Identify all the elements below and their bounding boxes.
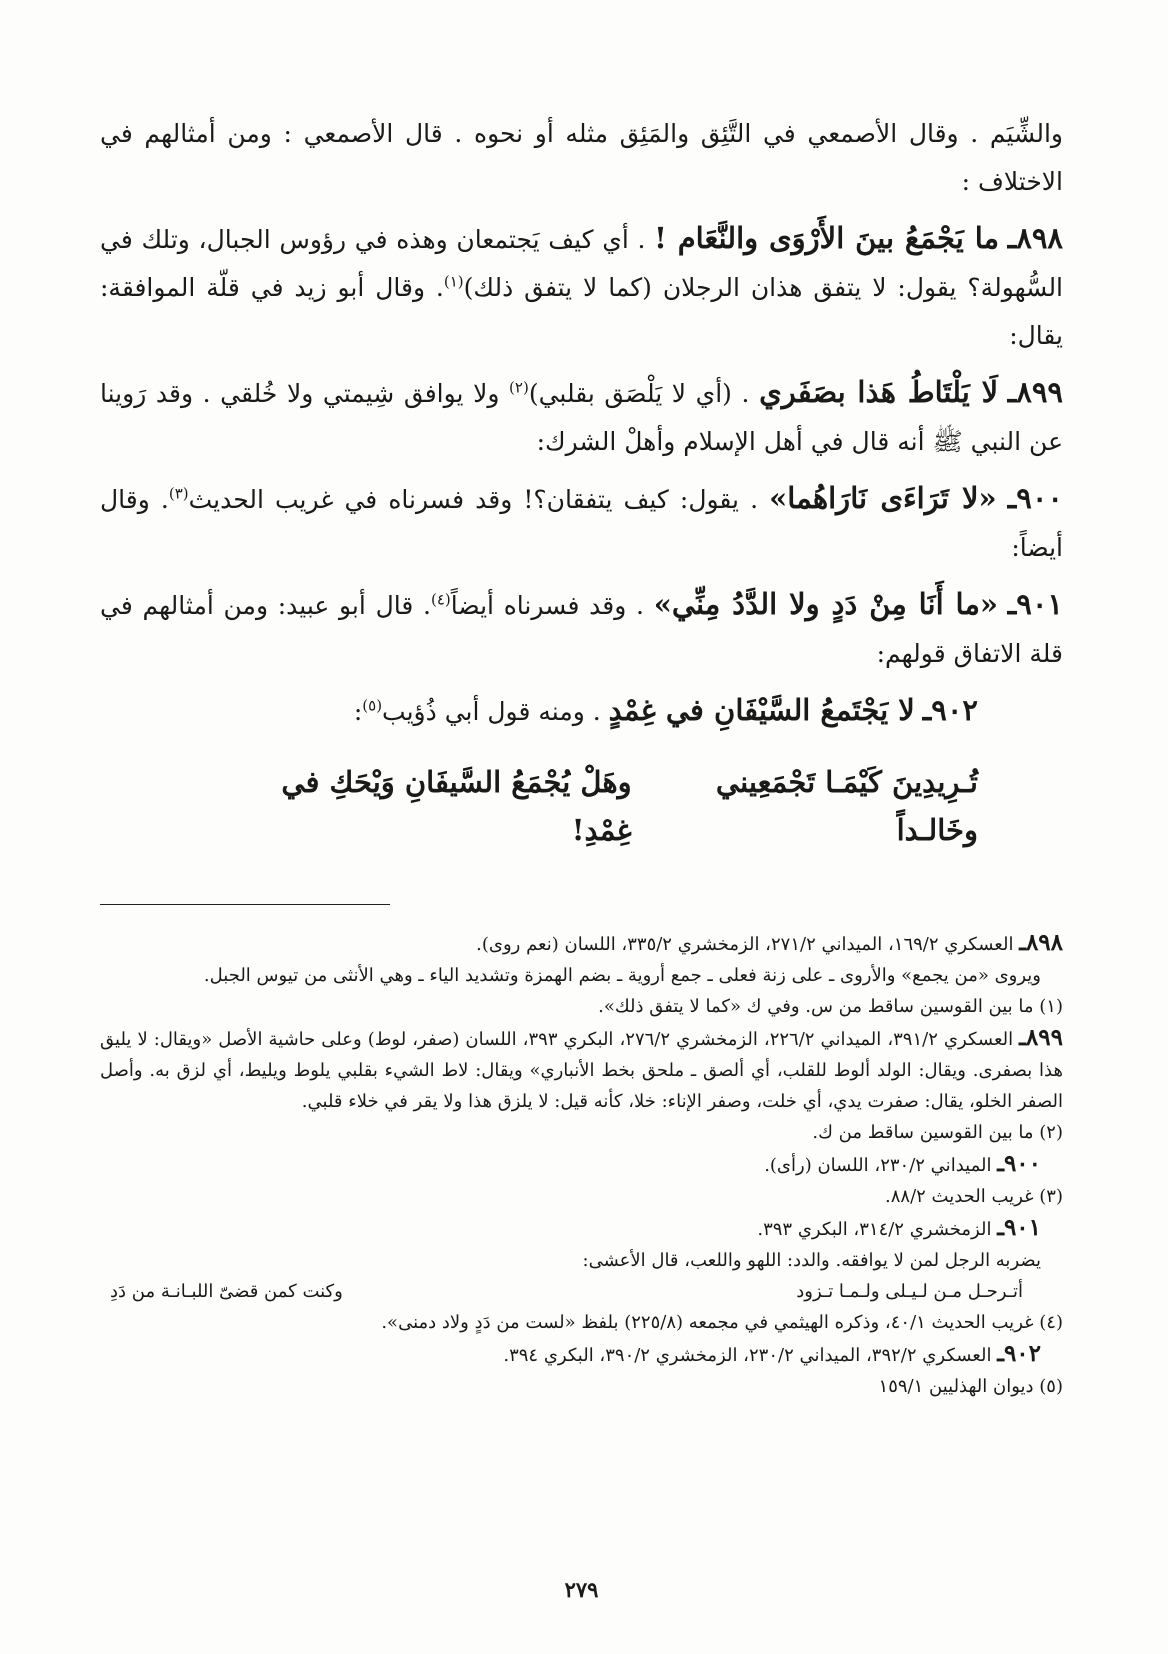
- entry-number: ٨٩٨ـ: [1007, 221, 1064, 255]
- proverb-898: [100, 214, 1063, 360]
- footnote-2: (٢) ما بين القوسين ساقط من ك.: [812, 1122, 1063, 1143]
- note-verse: [100, 1276, 1063, 1307]
- proverb-headword: «لا تَرَاءَى نَارَاهُما»: [769, 481, 997, 515]
- proverb-text: . يقول: كيف يتفقان؟! وقد فسرناه في غريب الحديث: [188, 485, 759, 514]
- entry-number: ٩٠٠ـ: [1007, 481, 1063, 515]
- proverb-text-cont: ولا يوافق شِيمتي ولا خُلقي . وقد رَوينا عن النبي ﷺ أنه قال في أهل الإسلام وأهلْ الشرك:: [100, 379, 1063, 456]
- footnotes-section: [100, 927, 1063, 1402]
- proverb-text-cont: :: [353, 697, 363, 726]
- proverb-headword: ما يَجْمَعُ بينَ الأَرْوَى والنَّعَام !: [654, 221, 1000, 255]
- proverb-text: . ومنه قول أبي ذُؤيب: [382, 697, 601, 726]
- note-text: العسكري ١٦٩/٢، الميداني ٢٧١/٢، الزمخشري ٣٣٥/٢، اللسان (نعم روى).: [476, 934, 1020, 955]
- proverb-902: [100, 686, 1063, 736]
- note-900: [100, 1148, 1063, 1181]
- note-902: [100, 1338, 1063, 1371]
- footnote-3: (٣) غريب الحديث ٨٨/٢.: [885, 1186, 1063, 1207]
- note-901-detail: يضربه الرجل لمن لا يوافقه. والدد: اللهو واللعب، قال الأعشى:: [582, 1250, 1041, 1271]
- note-number: ٩٠٠ـ: [997, 1150, 1041, 1177]
- footnote-divider: [100, 904, 390, 905]
- poetry-verse: [220, 758, 978, 854]
- proverb-900: [100, 474, 1063, 572]
- page-number: ٢٧٩: [564, 1577, 599, 1602]
- note-text: العسكري ٣٩٢/٢، الميداني ٢٣٠/٢، الزمخشري ٣٩٠/٢، البكري ٣٩٤.: [503, 1345, 998, 1366]
- note-number: ٩٠١ـ: [997, 1214, 1041, 1241]
- note-verse-second: وكنت كمن قضىّ اللبـانـة من دَدِ: [110, 1281, 343, 1302]
- entry-number: ٩٠١ـ: [1007, 587, 1063, 621]
- entry-number: ٨٩٩ـ: [1007, 375, 1063, 409]
- note-898: [100, 927, 1063, 960]
- proverb-headword: لَا يَلْتَاطُ هَذا بصَفَري: [759, 375, 999, 409]
- document-page: [100, 110, 1064, 1602]
- proverb-text-cont: . قال أبو عبيد: ومن أمثالهم في قلة الاتفاق قولهم:: [100, 591, 1063, 668]
- note-901: [100, 1212, 1063, 1245]
- proverb-901: [100, 580, 1063, 678]
- proverb-text-cont: . وقال أبو زيد في قلّة الموافقة: يقال:: [100, 273, 1063, 350]
- note-verse-first: أتـرحـل مـن لـيـلى ولـمـا تـزود: [796, 1281, 1023, 1302]
- footnote-ref: (٣): [168, 484, 189, 503]
- note-text: الزمخشري ٣١٤/٢، البكري ٣٩٣.: [757, 1219, 998, 1240]
- footnote-ref: (٢): [509, 378, 529, 397]
- note-number: ٨٩٩ـ: [1019, 1024, 1063, 1051]
- note-898-detail: ويروى «من يجمع» والأروى ـ على زنة فعلى ـ جمع أروية ـ بضم الهمزة وتشديد الياء ـ وهي الأنثى من تيوس الجبل.: [203, 965, 1041, 986]
- note-text: الميداني ٢٣٠/٢، اللسان (رأى).: [764, 1155, 998, 1176]
- verse-second-hemistich: وهَلْ يُجْمَعُ السَّيفَانِ وَيْحَكِ في غِمْدِ!: [281, 765, 632, 847]
- footnote-ref: (٥): [362, 696, 383, 715]
- footnote-1: (١) ما بين القوسين ساقط من س. وفي ك «كما لا يتفق ذلك».: [598, 996, 1063, 1017]
- proverb-text: . أي كيف يَجتمعان وهذه في رؤوس الجبال، وتلك في السُّهولة؟ يقول: لا يتفق هذان الرجلان (كما لا يتفق ذلك): [100, 225, 1064, 302]
- footnote-ref: (١): [443, 272, 464, 291]
- note-text: العسكري ٣٩١/٢، الميداني ٢٢٦/٢، الزمخشري ٢٧٦/٢، البكري ٣٩٣، اللسان (صفر، لوط) وعلى حاشية الأصل «ويقال: لا يليق هذا بصفرى. ويقال: الولد ألوط للقلب، أي ألصق ـ ملحق بخط الأنباري» ويقال: لاط الشيء بقلبي يلوط ويليط، أي لزق به. وأصل الصفر الخلو، يقال: صفرت يدي، أي خلت، وصفر الإناء: خلا، كأنه قيل: لا يلزق هذا ولا يقر في خلاء قلبي.: [100, 1029, 1063, 1112]
- intro-paragraph: [100, 110, 1063, 206]
- footnote-4: (٤) غريب الحديث ٤٠/١، وذكره الهيثمي في مجمعه (٢٢٥/٨) بلفظ «لست من دَدٍ ولاد دمنى».: [381, 1312, 1063, 1333]
- entry-number: ٩٠٢ـ: [922, 693, 978, 727]
- verse-first-hemistich: تُـرِيدِينَ كَيْمَـا تَجْمَعِيني وخَالـداً: [715, 765, 978, 847]
- intro-text: والشِّيَم . وقال الأصمعي في التَّئِق والمَئِق مثله أو نحوه . قال الأصمعي : ومن أمثالهم في الاختلاف :: [100, 119, 1063, 196]
- footnote-ref: (٤): [430, 590, 451, 609]
- proverb-899: [100, 368, 1063, 466]
- note-899: [100, 1022, 1063, 1117]
- proverb-text: . وقد فسرناه أيضاً: [450, 591, 644, 620]
- proverb-text: . (أي لا يَلْصَق بقلبي): [528, 379, 750, 408]
- proverb-headword: لا يَجْتَمعُ السَّيْفَانِ في غِمْدٍ: [608, 693, 915, 727]
- footnote-5: (٥) ديوان الهذليين ١٥٩/١: [878, 1376, 1063, 1397]
- proverb-headword: «ما أَنَا مِنْ دَدٍ ولا الدَّدُ مِنِّي»: [653, 587, 999, 621]
- proverb-text-cont: . وقال أيضاً:: [100, 485, 1063, 562]
- note-number: ٨٩٨ـ: [1019, 929, 1063, 956]
- note-number: ٩٠٢ـ: [997, 1340, 1041, 1367]
